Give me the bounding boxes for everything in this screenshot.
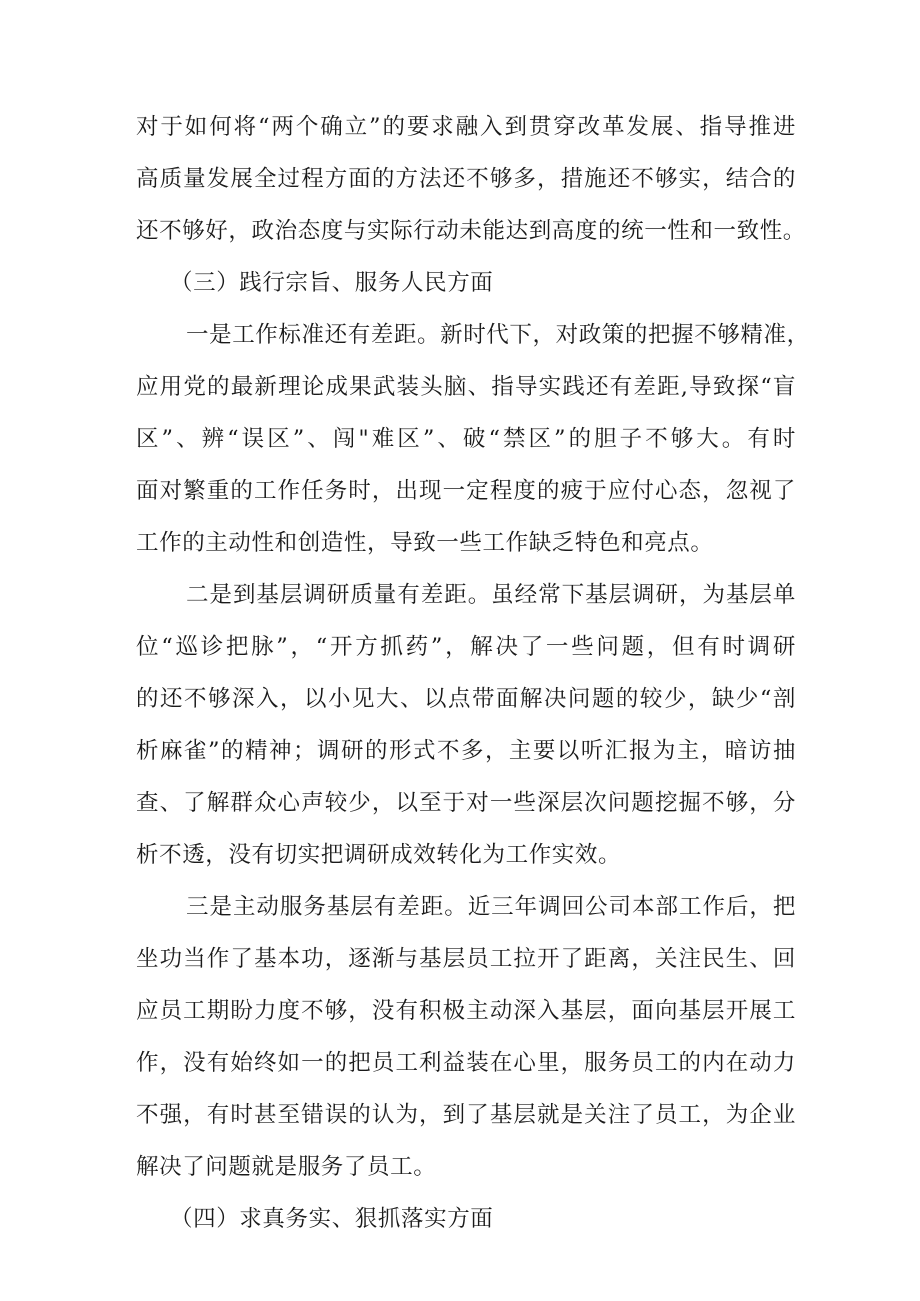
section-heading: （四）求真务实、狠抓落实方面 xyxy=(170,1206,494,1232)
body-text-line: 高质量发展全过程方面的方法还不够多，措施还不够实，结合的 xyxy=(136,166,796,192)
body-text-line: 坐功当作了基本功，逐渐与基层员工拉开了距离，关注民生、回 xyxy=(136,946,796,972)
body-text-line: 三是主动服务基层有差距。近三年调回公司本部工作后，把 xyxy=(186,894,796,920)
body-text-line: 查、了解群众心声较少，以至于对一些深层次问题挖掘不够，分 xyxy=(136,790,796,816)
body-text-line: 区”、辨“误区”、闯"难区”、破“禁区”的胆子不够大。有时 xyxy=(136,426,796,452)
body-text-line: 作，没有始终如一的把员工利益装在心里，服务员工的内在动力 xyxy=(136,1050,796,1076)
body-text-line: 工作的主动性和创造性，导致一些工作缺乏特色和亮点。 xyxy=(136,530,714,556)
body-text-line: 析不透，没有切实把调研成效转化为工作实效。 xyxy=(136,842,622,868)
body-text-line: 还不够好，政治态度与实际行动未能达到高度的统一性和一致性。 xyxy=(136,218,806,244)
body-text-line: 位“巡诊把脉”，“开方抓药”，解决了一些问题，但有时调研 xyxy=(136,634,796,660)
section-heading: （三）践行宗旨、服务人民方面 xyxy=(170,270,494,296)
body-text-line: 解决了问题就是服务了员工。 xyxy=(136,1154,437,1180)
body-text-line: 析麻雀”的精神；调研的形式不多，主要以听汇报为主，暗访抽 xyxy=(136,738,796,764)
body-text-line: 的还不够深入，以小见大、以点带面解决问题的较少，缺少“剖 xyxy=(136,686,796,712)
body-text-line: 一是工作标准还有差距。新时代下，对政策的把握不够精准， xyxy=(186,322,810,348)
body-text-line: 对于如何将“两个确立”的要求融入到贯穿改革发展、指导推进 xyxy=(136,114,796,140)
body-text-line: 应员工期盼力度不够，没有积极主动深入基层，面向基层开展工 xyxy=(136,998,796,1024)
body-text-line: 面对繁重的工作任务时，出现一定程度的疲于应付心态，忽视了 xyxy=(136,478,796,504)
body-text-line: 二是到基层调研质量有差距。虽经常下基层调研，为基层单 xyxy=(186,582,796,608)
body-text-line: 不强，有时甚至错误的认为，到了基层就是关注了员工，为企业 xyxy=(136,1102,796,1128)
body-text-line: 应用党的最新理论成果武装头脑、指导实践还有差距,导致探“盲 xyxy=(136,374,796,400)
